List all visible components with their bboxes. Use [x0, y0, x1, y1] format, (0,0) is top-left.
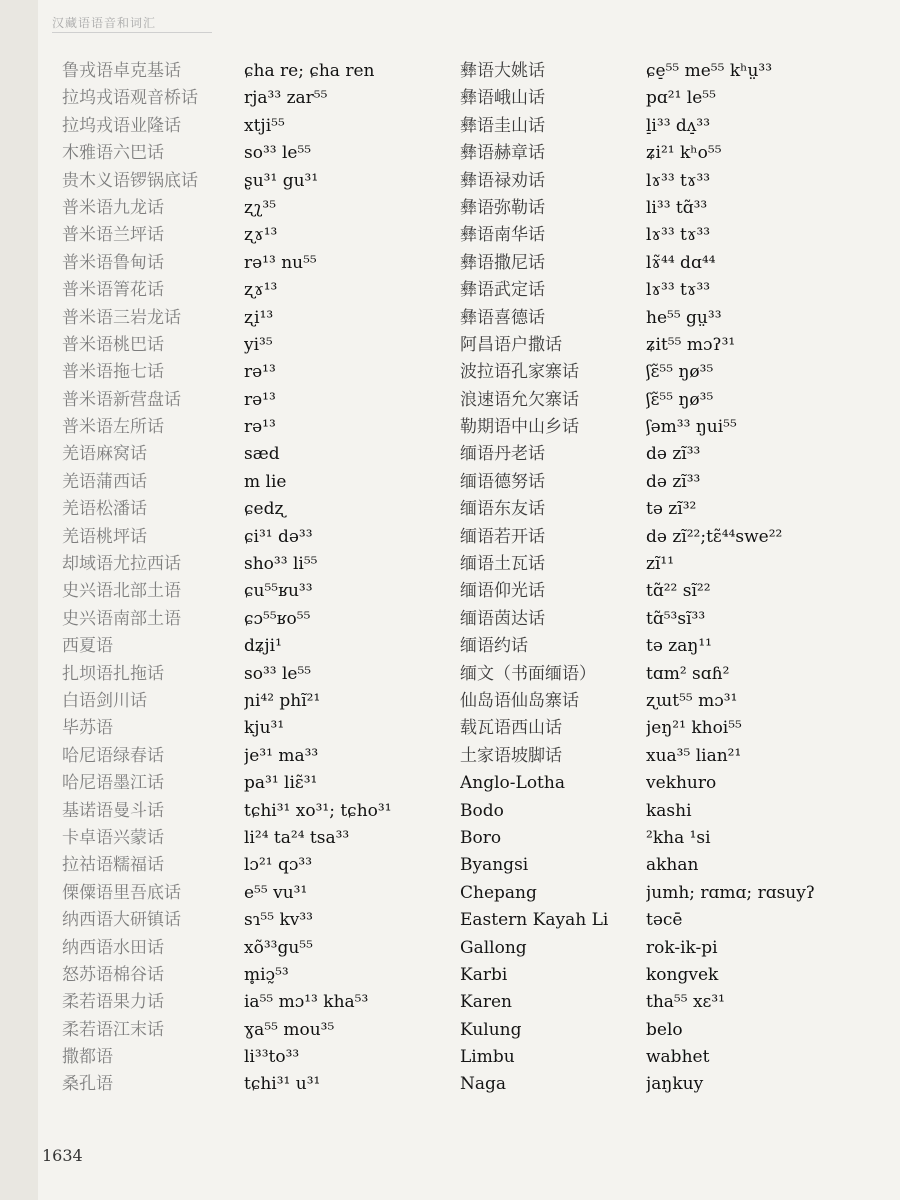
language-name: 缅语约话: [460, 636, 528, 657]
word-form: ʐi¹³: [244, 307, 274, 328]
language-name: 彝语武定话: [460, 280, 545, 301]
language-name: 拉祜语糯福话: [62, 855, 164, 876]
language-name: 缅语德努话: [460, 471, 545, 492]
language-name: Karbi: [460, 964, 508, 985]
language-name: 彝语大姚话: [460, 61, 545, 81]
word-form: sɿ⁵⁵ kv³³: [244, 910, 313, 931]
word-form: rə¹³: [244, 362, 276, 383]
language-name: 彝语禄劝话: [460, 170, 545, 191]
word-form: lɤ³³ tɤ³³: [646, 225, 711, 246]
language-name: 白语剑川话: [62, 690, 147, 711]
language-name: 拉坞戎语观音桥话: [62, 88, 198, 109]
word-form: vekhuro: [646, 773, 717, 794]
language-name: Bodo: [460, 800, 504, 821]
word-form: m lie: [244, 471, 287, 492]
language-name: 载瓦语西山话: [460, 718, 562, 739]
word-form: pɑ²¹ le⁵⁵: [646, 88, 716, 109]
language-name: 彝语南华话: [460, 225, 545, 246]
word-form: ɕe̠⁵⁵ me⁵⁵ kʰṳ³³: [646, 61, 773, 81]
language-name: 缅语若开话: [460, 526, 545, 547]
language-name: 普米语桃巴话: [62, 334, 164, 355]
language-name-column-left: [62, 58, 242, 1099]
language-name: 普米语鲁甸话: [62, 252, 164, 273]
language-name: 鲁戎语卓克基话: [62, 61, 181, 81]
word-form: sæd: [244, 444, 280, 465]
language-name: 羌语麻窝话: [62, 444, 147, 465]
word-form: ʃəm³³ ŋui⁵⁵: [646, 417, 737, 438]
language-name: Naga: [460, 1074, 507, 1095]
language-name: 西夏语: [62, 636, 113, 657]
language-name-column-right: [460, 58, 658, 1099]
language-name: 柔若语果力话: [62, 992, 164, 1013]
word-form: m̥iɔ̰⁵³: [244, 964, 289, 985]
language-name: 羌语松潘话: [62, 499, 147, 520]
word-form: tɑ̃²² sĩ²²: [646, 581, 711, 602]
word-form: ʐɯt⁵⁵ mɔ³¹: [646, 690, 738, 711]
language-name: 阿昌语户撒话: [460, 334, 562, 355]
language-name: Boro: [460, 827, 502, 848]
language-name: 羌语蒲西话: [62, 471, 147, 492]
language-name: 史兴语北部土语: [62, 581, 181, 602]
word-form: də zĩ²²;tɛ̃⁴⁴swe²²: [646, 526, 783, 547]
language-name: 傈僳语里吾底话: [62, 882, 181, 903]
word-form: ia⁵⁵ mɔ¹³ kha⁵³: [244, 992, 369, 1013]
language-name: 缅文（书面缅语）: [460, 663, 596, 684]
word-form: ɕedʐ: [244, 499, 285, 520]
language-name: 基诺语曼斗话: [62, 800, 164, 821]
language-name: 彝语圭山话: [460, 115, 545, 136]
word-form: xtji⁵⁵: [244, 115, 285, 136]
word-form: ʃɛ̃⁵⁵ ŋø³⁵: [646, 389, 714, 410]
word-form: lɤ̃⁴⁴ dɑ⁴⁴: [646, 252, 716, 273]
word-form: he⁵⁵ gṳ³³: [646, 307, 722, 328]
word-form: pa³¹ liɛ̃³¹: [244, 773, 318, 794]
word-form: təcē: [646, 910, 683, 931]
word-form: ʐɤ¹³: [244, 280, 278, 301]
language-name: Gallong: [460, 937, 527, 958]
language-name: 浪速语允欠寨话: [460, 389, 579, 410]
word-form: li³³ tɑ̃³³: [646, 197, 708, 218]
word-form: ²kha ¹si: [646, 827, 711, 848]
word-form: rə¹³: [244, 389, 276, 410]
word-form: rok-ik-pi: [646, 937, 718, 958]
word-form: ʑi²¹ kʰo⁵⁵: [646, 143, 722, 164]
language-name: 彝语赫章话: [460, 143, 545, 164]
word-form: rə¹³ nu⁵⁵: [244, 252, 317, 273]
language-name: 哈尼语墨江话: [62, 773, 164, 794]
language-name: 桑孔语: [62, 1074, 113, 1095]
language-name: 撒都语: [62, 1047, 113, 1068]
word-form: ʐɤ¹³: [244, 225, 278, 246]
word-form: tha⁵⁵ xɛ³¹: [646, 992, 725, 1013]
language-name: Eastern Kayah Li: [460, 910, 609, 931]
language-name: 仙岛语仙岛寨话: [460, 690, 579, 711]
language-name: 波拉语孔家寨话: [460, 362, 579, 383]
word-form: ɕu⁵⁵ʁu³³: [244, 581, 313, 602]
word-form: jumh; rɑmɑ; rɑsuyʔ: [646, 882, 815, 903]
language-name: Limbu: [460, 1047, 515, 1068]
word-form: xõ³³gu⁵⁵: [244, 937, 313, 958]
word-form: je³¹ ma³³: [244, 745, 319, 766]
language-name: Kulung: [460, 1019, 522, 1040]
word-form-column-left: [244, 58, 454, 1099]
language-name: 怒苏语棉谷话: [62, 964, 164, 985]
language-name: 木雅语六巴话: [62, 143, 164, 164]
word-form: tɕhi³¹ xo³¹; tɕho³¹: [244, 800, 392, 821]
word-form: so³³ le⁵⁵: [244, 663, 312, 684]
word-form: li³³to³³: [244, 1047, 300, 1068]
language-name: 缅语丹老话: [460, 444, 545, 465]
word-form: l̠i³³ dʌ̠³³: [646, 115, 711, 136]
word-form: tɑm² sɑɦ²: [646, 663, 730, 684]
language-name: 羌语桃坪话: [62, 526, 147, 547]
word-form: lɔ²¹ qɔ³³: [244, 855, 313, 876]
word-form: rə¹³: [244, 417, 276, 438]
language-name: 哈尼语绿春话: [62, 745, 164, 766]
word-form: e⁵⁵ vu³¹: [244, 882, 308, 903]
word-form: kongvek: [646, 964, 719, 985]
language-name: Karen: [460, 992, 512, 1013]
language-name: 纳西语水田话: [62, 937, 164, 958]
word-form: jeŋ²¹ khoi⁵⁵: [646, 718, 742, 739]
word-form: so³³ le⁵⁵: [244, 143, 312, 164]
language-name: 缅语茵达话: [460, 608, 545, 629]
language-name: 毕苏语: [62, 718, 113, 739]
word-form: xua³⁵ lian²¹: [646, 745, 742, 766]
language-name: 普米语三岩龙话: [62, 307, 181, 328]
language-name: 普米语拖七话: [62, 362, 164, 383]
word-form: ɣa⁵⁵ mou³⁵: [244, 1019, 335, 1040]
word-form: wabhet: [646, 1047, 710, 1068]
language-name: 扎坝语扎拖话: [62, 663, 164, 684]
language-name: 史兴语南部土语: [62, 608, 181, 629]
language-name: 勒期语中山乡话: [460, 417, 579, 438]
language-name: 缅语仰光话: [460, 581, 545, 602]
word-form: rja³³ zar⁵⁵: [244, 88, 328, 109]
word-form: dʑji¹: [244, 636, 282, 657]
word-form: ɕɔ⁵⁵ʁo⁵⁵: [244, 608, 311, 629]
word-form: tə zaŋ¹¹: [646, 636, 712, 657]
running-header: 汉藏语语音和词汇: [52, 14, 212, 33]
language-name: 普米语左所话: [62, 417, 164, 438]
word-form: kju³¹: [244, 718, 285, 739]
language-name: 柔若语江末话: [62, 1019, 164, 1040]
word-form: kashi: [646, 800, 692, 821]
language-name: 纳西语大研镇话: [62, 910, 181, 931]
word-form: ɕi³¹ də³³: [244, 526, 313, 547]
language-name: Chepang: [460, 882, 537, 903]
word-form: də zĩ³³: [646, 471, 701, 492]
language-name: 彝语喜德话: [460, 307, 545, 328]
word-form: ʑit⁵⁵ mɔʔ³¹: [646, 334, 736, 355]
word-form: də zĩ³³: [646, 444, 701, 465]
language-name: 缅语土瓦话: [460, 554, 545, 575]
word-form: tɕhi³¹ u³¹: [244, 1074, 321, 1095]
word-form: lɤ³³ tɤ³³: [646, 280, 711, 301]
word-form: akhan: [646, 855, 699, 876]
word-form: ɲi⁴² phĩ²¹: [244, 690, 321, 711]
word-form: ʐʅ³⁵: [244, 197, 277, 218]
word-form: lɤ³³ tɤ³³: [646, 170, 711, 191]
language-name: 土家语坡脚话: [460, 745, 562, 766]
language-name: 彝语峨山话: [460, 88, 545, 109]
word-form: belo: [646, 1019, 683, 1040]
language-name: 却域语尤拉西话: [62, 554, 181, 575]
word-form: ʃɛ̃⁵⁵ ŋø³⁵: [646, 362, 714, 383]
word-form: tɑ̃⁵³sĩ³³: [646, 608, 706, 629]
word-form: sho³³ li⁵⁵: [244, 554, 318, 575]
word-form: tə zĩ³²: [646, 499, 697, 520]
word-form: ʂu³¹ gu³¹: [244, 170, 319, 191]
word-form: ɕha re; ɕha ren: [244, 61, 375, 81]
word-form: yi³⁵: [244, 334, 273, 355]
language-name: 彝语弥勒话: [460, 197, 545, 218]
language-name: Anglo-Lotha: [460, 773, 565, 794]
language-name: 拉坞戎语业隆话: [62, 115, 181, 136]
word-form-column-right: [646, 58, 896, 1099]
language-name: Byangsi: [460, 855, 529, 876]
language-name: 彝语撒尼话: [460, 252, 545, 273]
word-form: li²⁴ ta²⁴ tsa³³: [244, 827, 350, 848]
page-number: 1634: [42, 1146, 83, 1165]
language-name: 缅语东友话: [460, 499, 545, 520]
language-name: 普米语九龙话: [62, 197, 164, 218]
language-name: 卡卓语兴蒙话: [62, 827, 164, 848]
language-name: 贵木义语锣锅底话: [62, 170, 198, 191]
language-name: 普米语兰坪话: [62, 225, 164, 246]
language-name: 普米语箐花话: [62, 280, 164, 301]
word-form: jaŋkuy: [646, 1074, 704, 1095]
language-name: 普米语新营盘话: [62, 389, 181, 410]
word-form: zĩ¹¹: [646, 554, 675, 575]
